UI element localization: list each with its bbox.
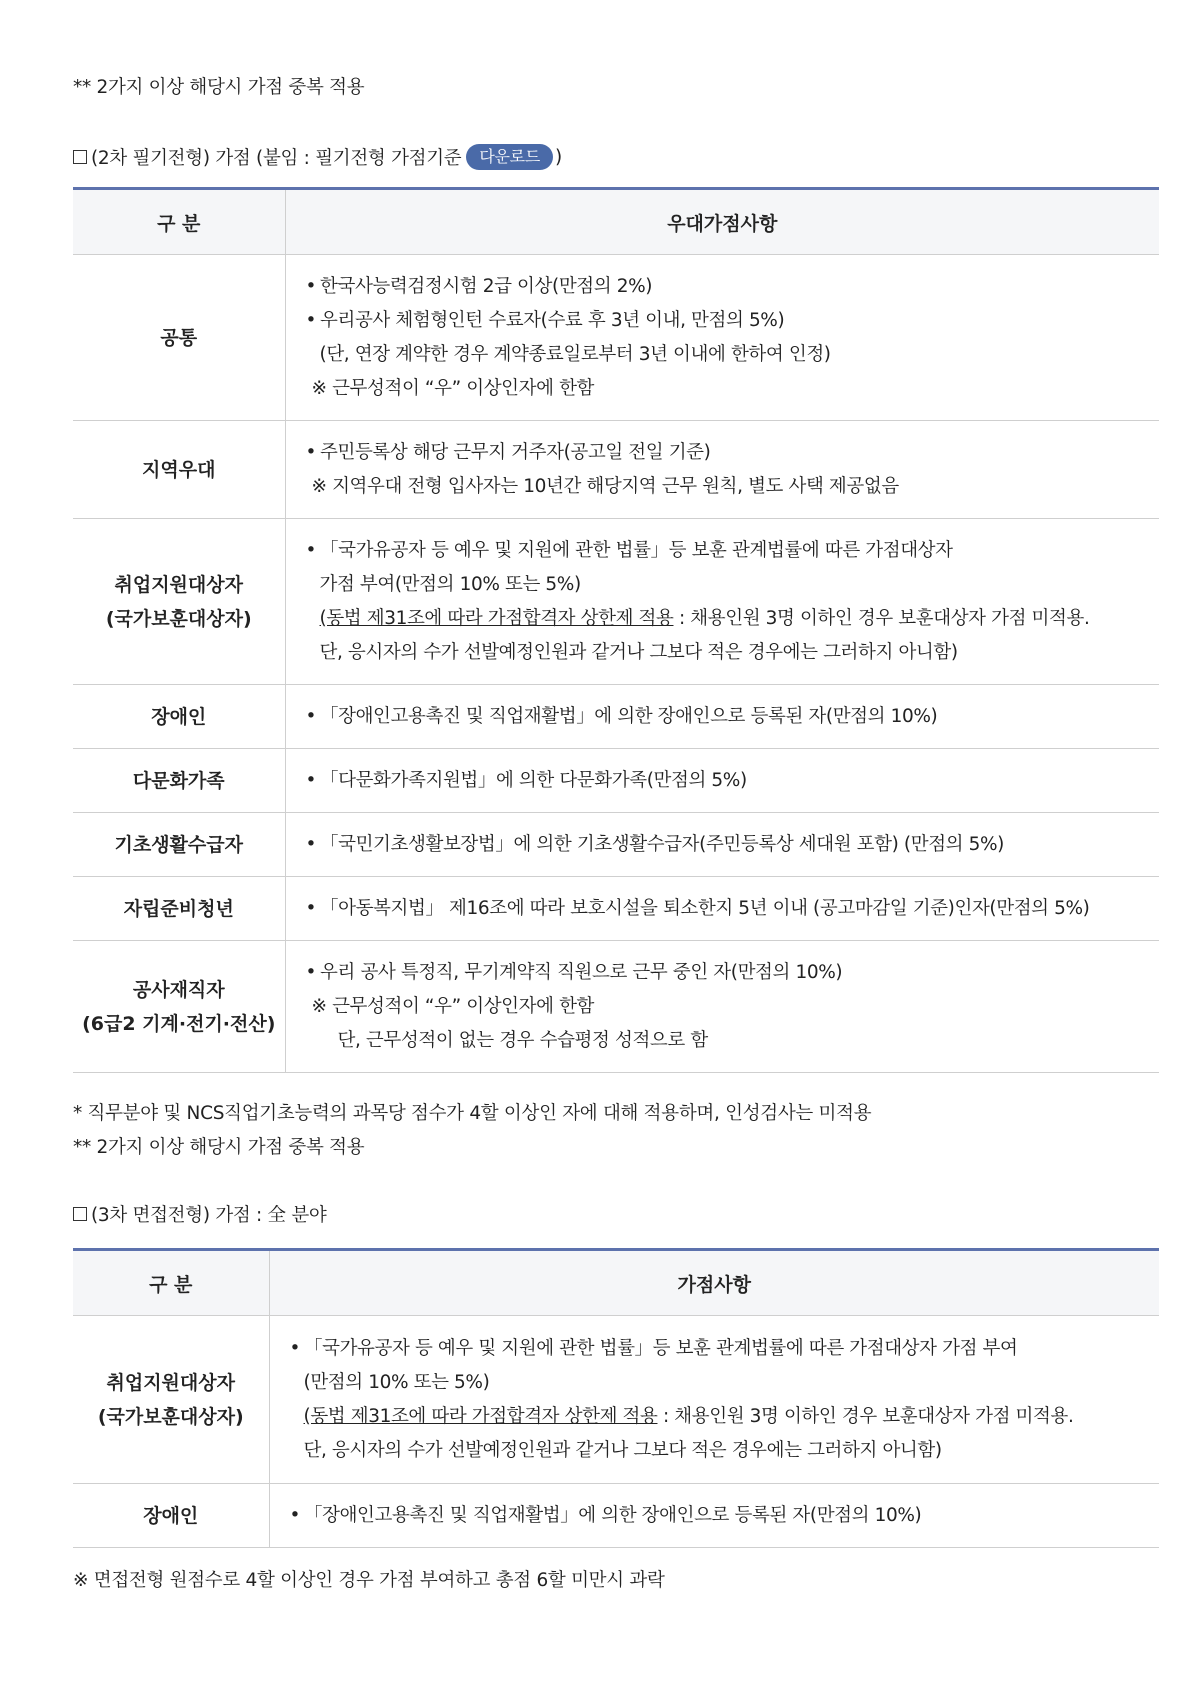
list-item-note: 단, 응시자의 수가 선발예정인원과 같거나 그보다 적은 경우에는 그러하지 아니함) (303, 1439, 942, 1461)
column-header-bonus: 우대가점사항 (285, 189, 1159, 255)
list-item: • 「다문화가족지원법」에 의한 다문화가족(만점의 5%) (306, 764, 1160, 798)
checkbox-square-icon (73, 150, 87, 164)
row-category: 기초생활수급자 (73, 813, 285, 877)
underlined-clause: (동법 제31조에 따라 가점합격자 상한제 적용 (319, 607, 674, 629)
column-header-bonus: 가점사항 (269, 1250, 1159, 1316)
written-note-2: ** 2가지 이상 해당시 가점 중복 적용 (73, 1137, 365, 1158)
row-category (73, 1316, 269, 1484)
row-content (285, 685, 1159, 749)
column-header-category: 구 분 (73, 189, 285, 255)
table-row (73, 877, 1159, 941)
list-item-note: ※ 지역우대 전형 입사자는 10년간 해당지역 근무 원칙, 별도 사택 제공없음 (311, 475, 899, 497)
download-button[interactable]: 다운로드 (466, 144, 553, 170)
table-row (73, 519, 1159, 685)
row-category-line: (국가보훈대상자) (105, 607, 252, 630)
row-category: 장애인 (73, 685, 285, 749)
row-content (269, 1316, 1159, 1484)
list-item-continuation: 가점 부여(만점의 10% 또는 5%) (319, 573, 581, 595)
table-row (73, 685, 1159, 749)
row-content (269, 1484, 1159, 1548)
row-category-line: 공사재직자 (132, 978, 225, 1001)
checkbox-square-icon (73, 1207, 87, 1221)
list-item-note: ※ 근무성적이 “우” 이상인자에 한함 (311, 995, 595, 1017)
row-content (285, 255, 1159, 421)
interview-heading-text: (3차 면접전형) 가점 : 全 분야 (91, 1205, 327, 1226)
table-row (73, 1316, 1159, 1484)
underlined-clause: (동법 제31조에 따라 가점합격자 상한제 적용 (303, 1405, 658, 1427)
list-item-note: (단, 연장 계약한 경우 계약종료일로부터 3년 이내에 한하여 인정) (319, 343, 831, 365)
row-category-line: 취업지원대상자 (114, 573, 243, 596)
written-heading-text: (2차 필기전형) 가점 (붙임 : 필기전형 가점기준 (91, 148, 462, 169)
list-item: • 「장애인고용촉진 및 직업재활법」에 의한 장애인으로 등록된 자(만점의 10%) (290, 1499, 1160, 1533)
row-category-line: (국가보훈대상자) (97, 1405, 244, 1428)
list-item: • 「국가유공자 등 예우 및 지원에 관한 법률」등 보훈 관계법률에 따른 가점대상자 가점 부여 (290, 1332, 1160, 1366)
list-item-continuation: (만점의 10% 또는 5%) (303, 1371, 490, 1393)
interview-bonus-table (73, 1248, 1159, 1548)
written-note-1: * 직무분야 및 NCS직업기초능력의 과목당 점수가 4할 이상인 자에 대해 적용하며, 인성검사는 미적용 (73, 1103, 872, 1124)
row-content (285, 813, 1159, 877)
row-content (285, 421, 1159, 519)
clause-rest: : 채용인원 3명 이하인 경우 보훈대상자 가점 미적용. (673, 607, 1090, 629)
written-bonus-table (73, 187, 1159, 1073)
table-row (73, 749, 1159, 813)
table-header-row (73, 1250, 1159, 1316)
list-item: • 「장애인고용촉진 및 직업재활법」에 의한 장애인으로 등록된 자(만점의 10%) (306, 700, 1160, 734)
row-category: 다문화가족 (73, 749, 285, 813)
written-heading (73, 144, 562, 170)
row-content (285, 519, 1159, 685)
table-row (73, 255, 1159, 421)
row-content (285, 941, 1159, 1073)
top-note: ** 2가지 이상 해당시 가점 중복 적용 (73, 77, 365, 98)
row-category: 공통 (73, 255, 285, 421)
clause-rest: : 채용인원 3명 이하인 경우 보훈대상자 가점 미적용. (657, 1405, 1074, 1427)
table-row (73, 813, 1159, 877)
list-item-note: ※ 근무성적이 “우” 이상인자에 한함 (311, 377, 595, 399)
row-category (73, 519, 285, 685)
list-item: • 우리공사 체험형인턴 수료자(수료 후 3년 이내, 만점의 5%) (306, 304, 1160, 338)
written-heading-suffix: ) (554, 146, 562, 168)
interview-heading (73, 1201, 326, 1227)
row-category (73, 941, 285, 1073)
list-item: • 「국가유공자 등 예우 및 지원에 관한 법률」등 보훈 관계법률에 따른 가점대상자 (306, 534, 1160, 568)
list-item-note: 단, 근무성적이 없는 경우 수습평정 성적으로 함 (337, 1029, 708, 1051)
list-item-note (306, 602, 1160, 636)
list-item: • 「국민기초생활보장법」에 의한 기초생활수급자(주민등록상 세대원 포함) (만점의 5%) (306, 828, 1160, 862)
list-item-note (290, 1400, 1160, 1434)
row-category-line: (6급2 기계·전기·전산) (82, 1012, 276, 1035)
row-category: 자립준비청년 (73, 877, 285, 941)
column-header-category: 구 분 (73, 1250, 269, 1316)
table-row (73, 421, 1159, 519)
list-item: • 주민등록상 해당 근무지 거주자(공고일 전일 기준) (306, 436, 1160, 470)
row-content (285, 877, 1159, 941)
table-row (73, 941, 1159, 1073)
row-category: 장애인 (73, 1484, 269, 1548)
table-row (73, 1484, 1159, 1548)
list-item: • 한국사능력검정시험 2급 이상(만점의 2%) (306, 270, 1160, 304)
table-header-row (73, 189, 1159, 255)
row-category: 지역우대 (73, 421, 285, 519)
list-item-note: 단, 응시자의 수가 선발예정인원과 같거나 그보다 적은 경우에는 그러하지 아니함) (319, 641, 958, 663)
list-item: • 「아동복지법」 제16조에 따라 보호시설을 퇴소한지 5년 이내 (공고마감일 기준)인자(만점의 5%) (306, 892, 1160, 926)
row-category-line: 취업지원대상자 (106, 1371, 235, 1394)
interview-note: ※ 면접전형 원점수로 4할 이상인 경우 가점 부여하고 총점 6할 미만시 과락 (73, 1570, 665, 1591)
list-item: • 우리 공사 특정직, 무기계약직 직원으로 근무 중인 자(만점의 10%) (306, 956, 1160, 990)
row-content (285, 749, 1159, 813)
